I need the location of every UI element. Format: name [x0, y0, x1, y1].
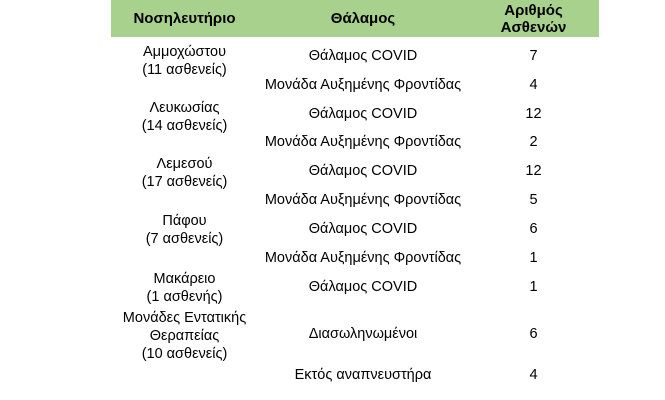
count-cell: 12 [525, 163, 542, 179]
count-cell: 1 [529, 250, 538, 266]
header-patient-count: Αριθμός Ασθενών [500, 1, 567, 36]
count-cell: 4 [529, 367, 538, 383]
table-row [258, 104, 599, 124]
table-row [258, 365, 599, 385]
count-cell: 6 [529, 221, 538, 237]
hospital-name: Μονάδες Εντατικής Θεραπείας (10 ασθενείς) [122, 310, 247, 362]
table-row [258, 190, 599, 210]
count-cell: 1 [529, 279, 538, 295]
count-cell: 4 [529, 77, 538, 93]
table-row [258, 132, 599, 152]
table-row [258, 75, 599, 95]
hospital-name: Λευκωσίας (14 ασθενείς) [141, 100, 228, 134]
ward-cell: Μονάδα Αυξημένης Φροντίδας [264, 192, 462, 208]
ward-cell: Θάλαμος COVID [308, 48, 418, 64]
ward-cell: Μονάδα Αυξημένης Φροντίδας [264, 250, 462, 266]
table-header [111, 0, 599, 37]
header-hospital: Νοσηλευτήριο [133, 10, 236, 27]
count-cell: 6 [529, 326, 538, 342]
ward-cell: Εκτός αναπνευστήρα [294, 367, 432, 383]
table-row [258, 248, 599, 268]
table-row [258, 219, 599, 239]
table-row [258, 324, 599, 344]
count-cell: 2 [529, 134, 538, 150]
hospital-name: Λεμεσού (17 ασθενείς) [141, 156, 228, 190]
hospital-name: Αμμοχώστου (11 ασθενείς) [142, 44, 227, 78]
ward-cell: Θάλαμος COVID [308, 106, 418, 122]
header-ward: Θάλαμος [330, 10, 396, 27]
table-row [258, 161, 599, 181]
ward-cell: Μονάδα Αυξημένης Φροντίδας [264, 77, 462, 93]
ward-cell: Θάλαμος COVID [308, 279, 418, 295]
count-cell: 5 [529, 192, 538, 208]
ward-cell: Διασωληνωμένοι [308, 326, 418, 342]
hospital-name: Πάφου (7 ασθενείς) [145, 213, 224, 247]
count-cell: 7 [529, 48, 538, 64]
table-row [258, 277, 599, 297]
table-row [258, 46, 599, 66]
ward-cell: Θάλαμος COVID [308, 163, 418, 179]
count-cell: 12 [525, 106, 542, 122]
hospital-name: Μακάρειο (1 ασθενής) [146, 271, 223, 305]
ward-cell: Μονάδα Αυξημένης Φροντίδας [264, 134, 462, 150]
ward-cell: Θάλαμος COVID [308, 221, 418, 237]
